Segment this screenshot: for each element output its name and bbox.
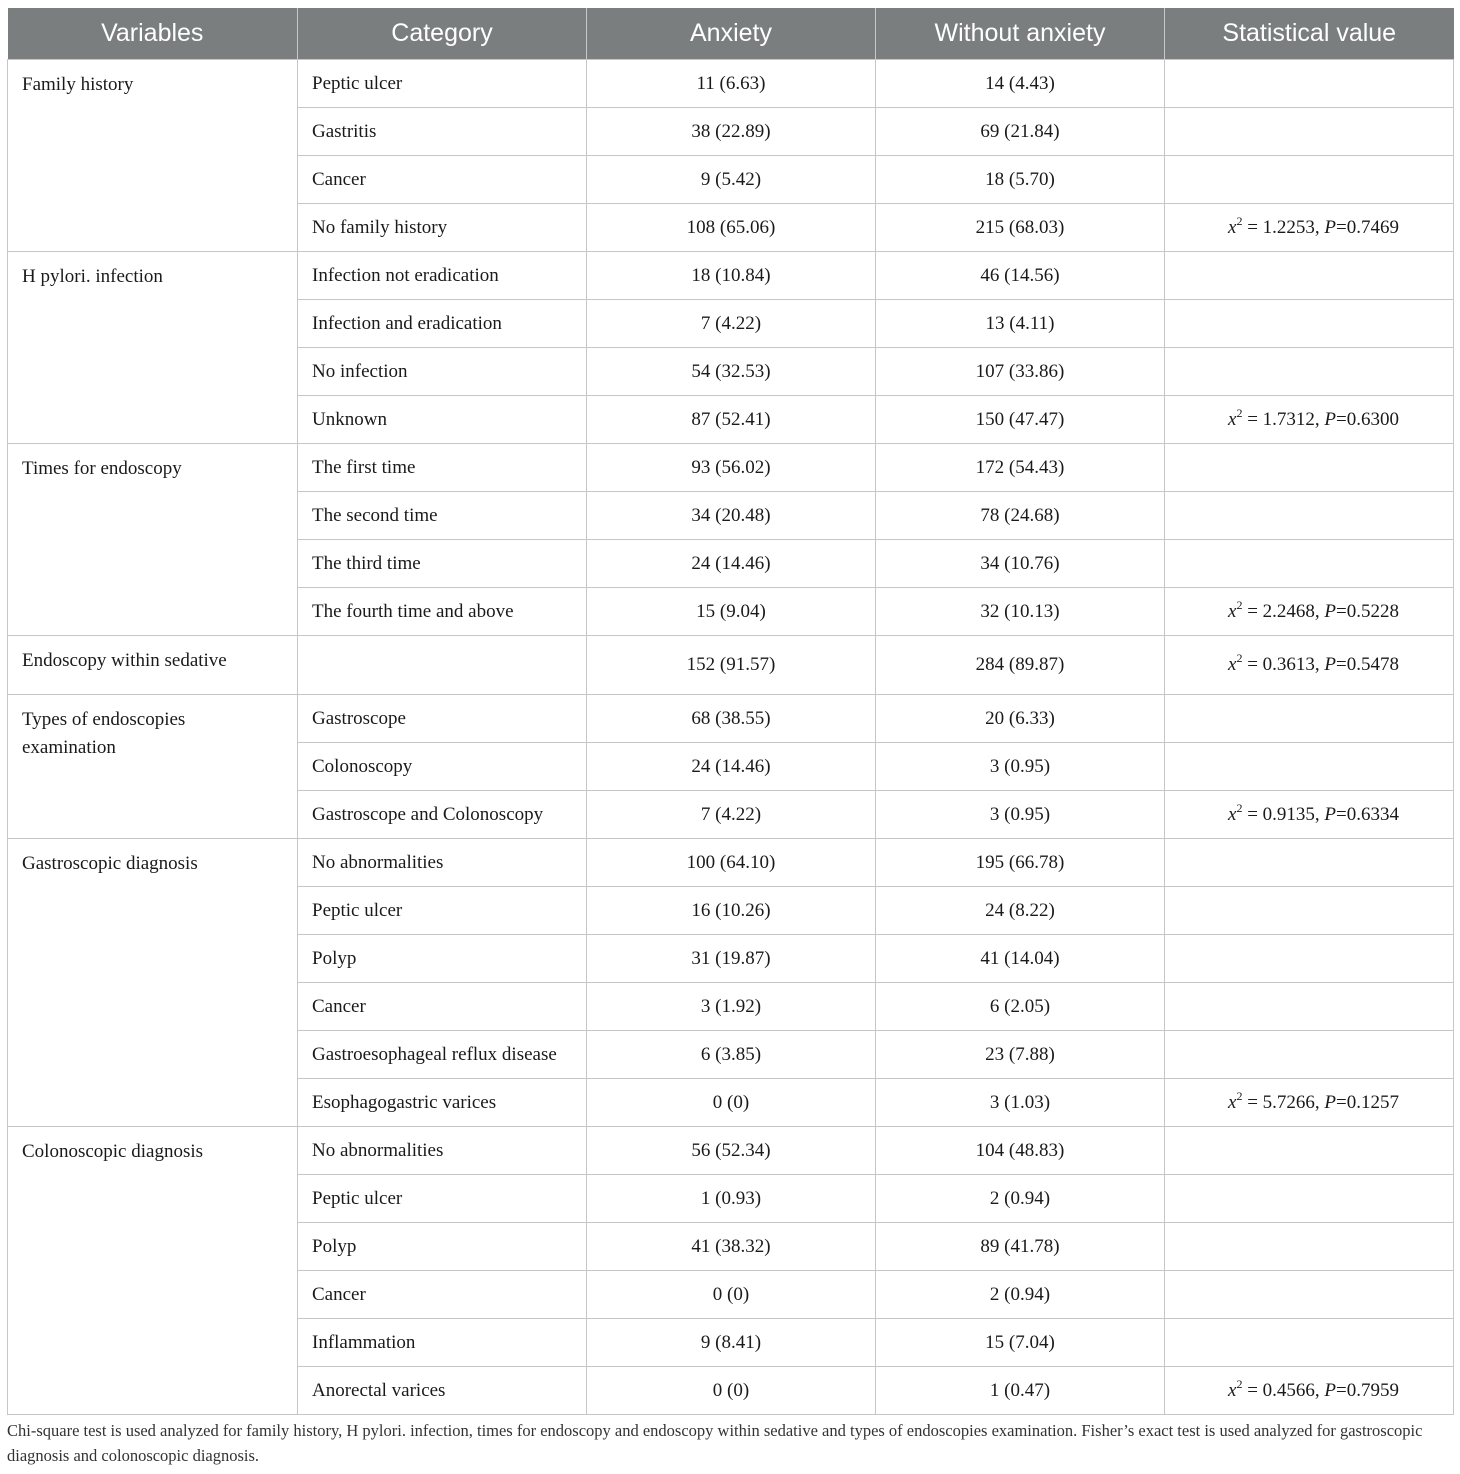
superscript-2: 2 bbox=[1236, 651, 1243, 665]
statistical-value-cell bbox=[1165, 1079, 1454, 1127]
table-header bbox=[8, 8, 1454, 60]
without-anxiety-cell: 46 (14.56) bbox=[876, 252, 1165, 300]
p-symbol: P bbox=[1324, 803, 1337, 825]
without-anxiety-cell: 20 (6.33) bbox=[876, 695, 1165, 743]
p-value: =0.6334 bbox=[1336, 803, 1399, 825]
without-anxiety-cell: 107 (33.86) bbox=[876, 348, 1165, 396]
anxiety-cell: 152 (91.57) bbox=[587, 636, 876, 695]
category-cell: The first time bbox=[298, 444, 587, 492]
category-cell: The second time bbox=[298, 492, 587, 540]
without-anxiety-cell: 172 (54.43) bbox=[876, 444, 1165, 492]
without-anxiety-cell: 150 (47.47) bbox=[876, 396, 1165, 444]
chi-square-value: = 0.3613, bbox=[1247, 654, 1320, 675]
category-cell: Inflammation bbox=[298, 1319, 587, 1367]
without-anxiety-cell: 32 (10.13) bbox=[876, 588, 1165, 636]
statistics-table bbox=[7, 8, 1454, 1415]
category-cell: Gastritis bbox=[298, 108, 587, 156]
anxiety-cell: 16 (10.26) bbox=[587, 887, 876, 935]
anxiety-cell: 0 (0) bbox=[587, 1271, 876, 1319]
category-cell: No abnormalities bbox=[298, 1127, 587, 1175]
chi-square-value: = 1.7312, bbox=[1247, 408, 1320, 430]
statistical-value-cell bbox=[1165, 839, 1454, 887]
superscript-2: 2 bbox=[1236, 1376, 1243, 1391]
table-row bbox=[8, 444, 1454, 492]
category-cell: Gastroesophageal reflux disease bbox=[298, 1031, 587, 1079]
anxiety-cell: 93 (56.02) bbox=[587, 444, 876, 492]
statistical-value-cell bbox=[1165, 636, 1454, 695]
category-cell: Gastroscope bbox=[298, 695, 587, 743]
anxiety-cell: 3 (1.92) bbox=[587, 983, 876, 1031]
header-category: Category bbox=[298, 8, 587, 60]
superscript-2: 2 bbox=[1236, 405, 1243, 420]
category-cell: Unknown bbox=[298, 396, 587, 444]
statistical-value-cell bbox=[1165, 1031, 1454, 1079]
anxiety-cell: 54 (32.53) bbox=[587, 348, 876, 396]
without-anxiety-cell: 78 (24.68) bbox=[876, 492, 1165, 540]
statistical-value-cell bbox=[1165, 252, 1454, 300]
anxiety-cell: 11 (6.63) bbox=[587, 60, 876, 108]
anxiety-cell: 9 (8.41) bbox=[587, 1319, 876, 1367]
anxiety-cell: 34 (20.48) bbox=[587, 492, 876, 540]
statistical-value-cell bbox=[1165, 300, 1454, 348]
table-row bbox=[8, 1127, 1454, 1175]
category-cell: Peptic ulcer bbox=[298, 60, 587, 108]
superscript-2: 2 bbox=[1236, 597, 1243, 612]
p-symbol: P bbox=[1324, 1091, 1337, 1113]
statistical-value-cell bbox=[1165, 540, 1454, 588]
without-anxiety-cell: 13 (4.11) bbox=[876, 300, 1165, 348]
statistical-value-cell bbox=[1165, 204, 1454, 252]
without-anxiety-cell: 41 (14.04) bbox=[876, 935, 1165, 983]
statistical-value-cell bbox=[1165, 695, 1454, 743]
anxiety-cell: 7 (4.22) bbox=[587, 791, 876, 839]
category-cell: Polyp bbox=[298, 1223, 587, 1271]
superscript-2: 2 bbox=[1236, 1088, 1243, 1103]
statistical-value-cell bbox=[1165, 1127, 1454, 1175]
variable-cell: Types of endoscopies examination bbox=[8, 695, 298, 839]
chi-square-symbol: x bbox=[1228, 1379, 1237, 1401]
anxiety-cell: 56 (52.34) bbox=[587, 1127, 876, 1175]
category-cell: Infection and eradication bbox=[298, 300, 587, 348]
category-cell: Cancer bbox=[298, 1271, 587, 1319]
statistical-value-cell bbox=[1165, 60, 1454, 108]
anxiety-cell: 0 (0) bbox=[587, 1079, 876, 1127]
category-cell bbox=[298, 636, 587, 695]
without-anxiety-cell: 89 (41.78) bbox=[876, 1223, 1165, 1271]
anxiety-cell: 24 (14.46) bbox=[587, 540, 876, 588]
statistical-value-cell bbox=[1165, 492, 1454, 540]
category-cell: Peptic ulcer bbox=[298, 1175, 587, 1223]
without-anxiety-cell: 6 (2.05) bbox=[876, 983, 1165, 1031]
variable-cell: Endoscopy within sedative bbox=[8, 636, 298, 695]
anxiety-cell: 100 (64.10) bbox=[587, 839, 876, 887]
without-anxiety-cell: 2 (0.94) bbox=[876, 1271, 1165, 1319]
chi-square-symbol: x bbox=[1228, 216, 1237, 238]
without-anxiety-cell: 24 (8.22) bbox=[876, 887, 1165, 935]
p-symbol: P bbox=[1324, 1379, 1337, 1401]
variable-cell: Colonoscopic diagnosis bbox=[8, 1127, 298, 1415]
without-anxiety-cell: 14 (4.43) bbox=[876, 60, 1165, 108]
chi-square-value: = 1.2253, bbox=[1247, 216, 1320, 238]
variable-cell: Gastroscopic diagnosis bbox=[8, 839, 298, 1127]
anxiety-cell: 87 (52.41) bbox=[587, 396, 876, 444]
chi-square-symbol: x bbox=[1228, 1091, 1237, 1113]
chi-square-symbol: x bbox=[1228, 600, 1237, 622]
anxiety-cell: 15 (9.04) bbox=[587, 588, 876, 636]
p-symbol: P bbox=[1324, 216, 1337, 238]
anxiety-cell: 9 (5.42) bbox=[587, 156, 876, 204]
without-anxiety-cell: 23 (7.88) bbox=[876, 1031, 1165, 1079]
anxiety-cell: 1 (0.93) bbox=[587, 1175, 876, 1223]
without-anxiety-cell: 3 (0.95) bbox=[876, 743, 1165, 791]
statistical-value-cell bbox=[1165, 1271, 1454, 1319]
category-cell: Polyp bbox=[298, 935, 587, 983]
anxiety-cell: 31 (19.87) bbox=[587, 935, 876, 983]
variable-cell: Family history bbox=[8, 60, 298, 252]
statistical-value-cell bbox=[1165, 935, 1454, 983]
category-cell: Infection not eradication bbox=[298, 252, 587, 300]
category-cell: Cancer bbox=[298, 156, 587, 204]
category-cell: The fourth time and above bbox=[298, 588, 587, 636]
anxiety-cell: 108 (65.06) bbox=[587, 204, 876, 252]
without-anxiety-cell: 215 (68.03) bbox=[876, 204, 1165, 252]
without-anxiety-cell: 1 (0.47) bbox=[876, 1367, 1165, 1415]
anxiety-cell: 0 (0) bbox=[587, 1367, 876, 1415]
chi-square-value: = 5.7266, bbox=[1247, 1091, 1320, 1113]
statistical-value-cell bbox=[1165, 1175, 1454, 1223]
without-anxiety-cell: 34 (10.76) bbox=[876, 540, 1165, 588]
table-row bbox=[8, 60, 1454, 108]
p-value: =0.5228 bbox=[1336, 600, 1399, 622]
table-row bbox=[8, 636, 1454, 695]
p-value: =0.6300 bbox=[1336, 408, 1399, 430]
statistical-value-cell bbox=[1165, 743, 1454, 791]
statistical-value-cell bbox=[1165, 348, 1454, 396]
chi-square-value: = 0.9135, bbox=[1247, 803, 1320, 825]
category-cell: No infection bbox=[298, 348, 587, 396]
category-cell: Colonoscopy bbox=[298, 743, 587, 791]
table-row bbox=[8, 252, 1454, 300]
statistical-value-cell bbox=[1165, 1319, 1454, 1367]
without-anxiety-cell: 15 (7.04) bbox=[876, 1319, 1165, 1367]
table-footnote: Chi-square test is used analyzed for family history, H pylori. infection, times for endoscopy and endoscopy within sedative and types of endoscopies examination. Fisher’s exact test is used analyzed for gastroscopic diagnosis and colonoscopic diagnosis. bbox=[7, 1421, 1423, 1465]
without-anxiety-cell: 18 (5.70) bbox=[876, 156, 1165, 204]
table-row bbox=[8, 695, 1454, 743]
anxiety-cell: 68 (38.55) bbox=[587, 695, 876, 743]
header-without-anxiety: Without anxiety bbox=[876, 8, 1165, 60]
p-value: =0.5478 bbox=[1336, 654, 1399, 675]
table-row bbox=[8, 839, 1454, 887]
statistical-value-cell bbox=[1165, 1223, 1454, 1271]
chi-square-symbol: x bbox=[1228, 654, 1237, 675]
without-anxiety-cell: 3 (0.95) bbox=[876, 791, 1165, 839]
p-value: =0.7469 bbox=[1336, 216, 1399, 238]
header-variables: Variables bbox=[8, 8, 298, 60]
category-cell: Esophagogastric varices bbox=[298, 1079, 587, 1127]
category-cell: No abnormalities bbox=[298, 839, 587, 887]
chi-square-value: = 2.2468, bbox=[1247, 600, 1320, 622]
without-anxiety-cell: 104 (48.83) bbox=[876, 1127, 1165, 1175]
category-cell: Anorectal varices bbox=[298, 1367, 587, 1415]
header-row bbox=[8, 8, 1454, 60]
chi-square-value: = 0.4566, bbox=[1247, 1379, 1320, 1401]
table-body bbox=[8, 60, 1454, 1415]
statistical-value-cell bbox=[1165, 983, 1454, 1031]
superscript-2: 2 bbox=[1236, 213, 1243, 228]
chi-square-symbol: x bbox=[1228, 803, 1237, 825]
header-anxiety: Anxiety bbox=[587, 8, 876, 60]
anxiety-cell: 38 (22.89) bbox=[587, 108, 876, 156]
category-cell: Cancer bbox=[298, 983, 587, 1031]
p-symbol: P bbox=[1324, 654, 1337, 675]
without-anxiety-cell: 69 (21.84) bbox=[876, 108, 1165, 156]
category-cell: The third time bbox=[298, 540, 587, 588]
superscript-2: 2 bbox=[1236, 800, 1243, 815]
statistical-value-cell bbox=[1165, 396, 1454, 444]
category-cell: No family history bbox=[298, 204, 587, 252]
without-anxiety-cell: 195 (66.78) bbox=[876, 839, 1165, 887]
statistical-value-cell bbox=[1165, 1367, 1454, 1415]
p-symbol: P bbox=[1324, 408, 1337, 430]
statistical-value-cell bbox=[1165, 156, 1454, 204]
anxiety-cell: 24 (14.46) bbox=[587, 743, 876, 791]
anxiety-cell: 18 (10.84) bbox=[587, 252, 876, 300]
statistical-value-cell bbox=[1165, 887, 1454, 935]
p-value: =0.1257 bbox=[1336, 1091, 1399, 1113]
without-anxiety-cell: 3 (1.03) bbox=[876, 1079, 1165, 1127]
statistical-value-cell bbox=[1165, 108, 1454, 156]
without-anxiety-cell: 2 (0.94) bbox=[876, 1175, 1165, 1223]
variable-cell: Times for endoscopy bbox=[8, 444, 298, 636]
variable-cell: H pylori. infection bbox=[8, 252, 298, 444]
anxiety-cell: 41 (38.32) bbox=[587, 1223, 876, 1271]
statistical-value-cell bbox=[1165, 791, 1454, 839]
statistical-value-cell bbox=[1165, 444, 1454, 492]
without-anxiety-cell: 284 (89.87) bbox=[876, 636, 1165, 695]
anxiety-cell: 6 (3.85) bbox=[587, 1031, 876, 1079]
category-cell: Gastroscope and Colonoscopy bbox=[298, 791, 587, 839]
header-statistical-value: Statistical value bbox=[1165, 8, 1454, 60]
anxiety-cell: 7 (4.22) bbox=[587, 300, 876, 348]
p-value: =0.7959 bbox=[1336, 1379, 1399, 1401]
statistical-value-cell bbox=[1165, 588, 1454, 636]
category-cell: Peptic ulcer bbox=[298, 887, 587, 935]
p-symbol: P bbox=[1324, 600, 1337, 622]
chi-square-symbol: x bbox=[1228, 408, 1237, 430]
